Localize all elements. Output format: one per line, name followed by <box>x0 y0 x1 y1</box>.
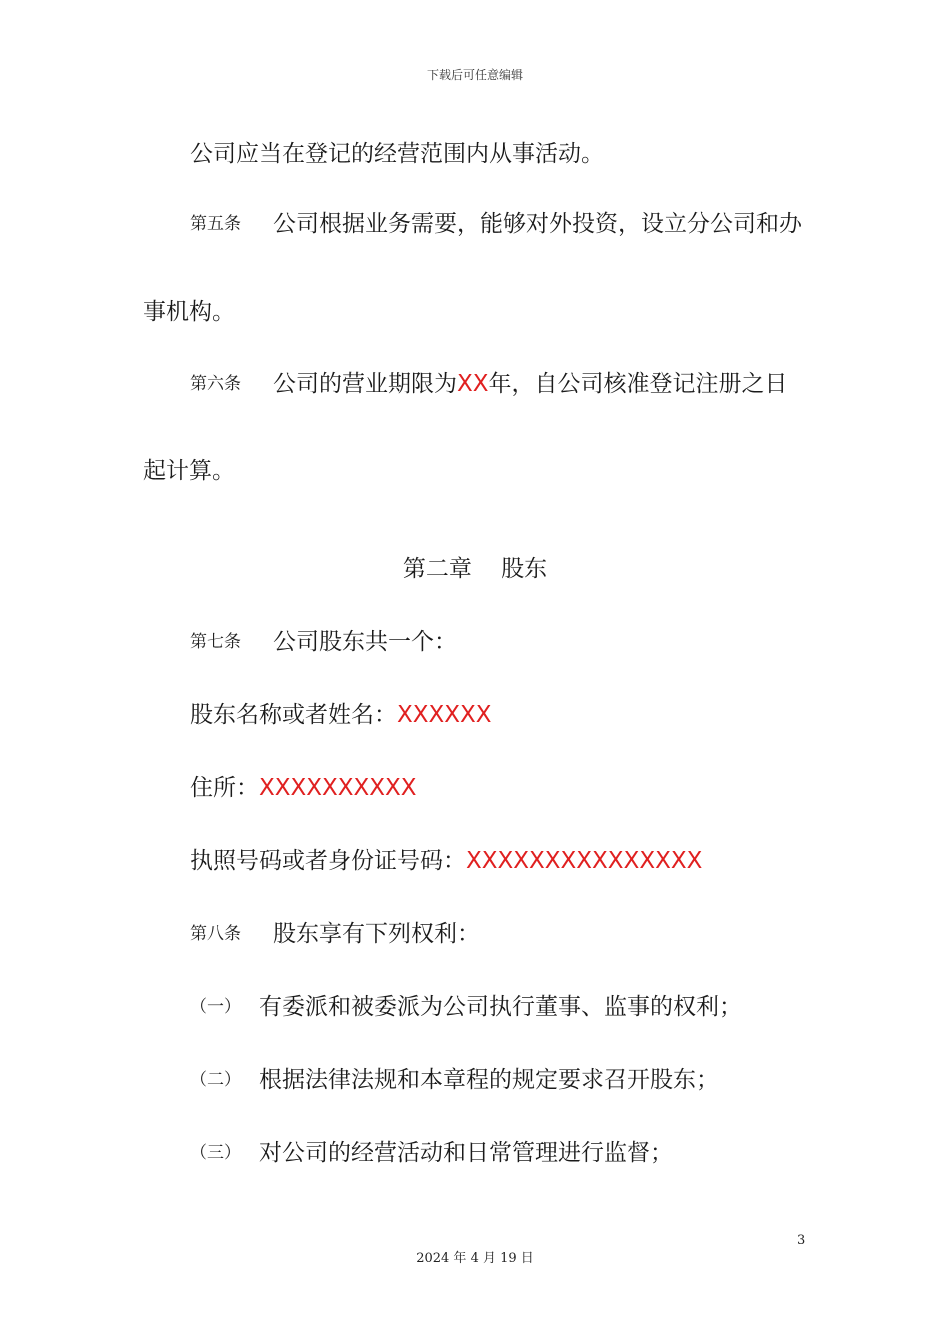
article-8-text: 股东享有下列权利： <box>273 921 480 947</box>
chapter-title: 第二章 股东 <box>402 556 548 582</box>
footer-date: 2024 年 4 月 19 日 <box>416 1251 534 1266</box>
paragraph-scope: 公司应当在登记的经营范围内从事活动。 <box>190 141 604 167</box>
article-5-continuation: 事机构。 <box>143 299 235 325</box>
article-7-label: 第七条 <box>190 632 241 652</box>
article-6-text-pre: 公司的营业期限为 <box>273 371 457 397</box>
article-5-label: 第五条 <box>190 214 241 234</box>
article-6-continuation: 起计算。 <box>143 458 235 484</box>
page-header: 下载后可任意编辑 <box>426 68 523 82</box>
id-number-placeholder: XXXXXXXXXXXXXXX <box>466 848 703 874</box>
address-placeholder: XXXXXXXXXX <box>259 775 417 801</box>
article-6-text-post: 年，自公司核准登记注册之日 <box>488 371 788 397</box>
page-number: 3 <box>797 1233 806 1248</box>
article-5-text: 公司根据业务需要，能够对外投资，设立分公司和办 <box>273 211 802 237</box>
address-label: 住所： <box>190 775 259 801</box>
item-3-text: 对公司的经营活动和日常管理进行监督； <box>259 1140 673 1166</box>
shareholder-name-placeholder: XXXXXX <box>397 702 492 728</box>
operating-period-placeholder: XX <box>457 371 489 397</box>
item-3-label: （三） <box>190 1143 241 1163</box>
item-2-label: （二） <box>190 1070 241 1090</box>
article-6-label: 第六条 <box>190 374 241 394</box>
article-8-label: 第八条 <box>190 924 241 944</box>
id-number-line <box>190 846 702 876</box>
item-1-text: 有委派和被委派为公司执行董事、监事的权利； <box>259 994 742 1020</box>
id-number-label: 执照号码或者身份证号码： <box>190 848 466 874</box>
item-2-text: 根据法律法规和本章程的规定要求召开股东； <box>259 1067 719 1093</box>
address-line <box>190 773 417 803</box>
item-1-label: （一） <box>190 997 241 1017</box>
article-7-text: 公司股东共一个： <box>273 629 457 655</box>
article-6-text <box>273 369 788 399</box>
shareholder-name-line <box>190 700 492 730</box>
shareholder-name-label: 股东名称或者姓名： <box>190 702 397 728</box>
